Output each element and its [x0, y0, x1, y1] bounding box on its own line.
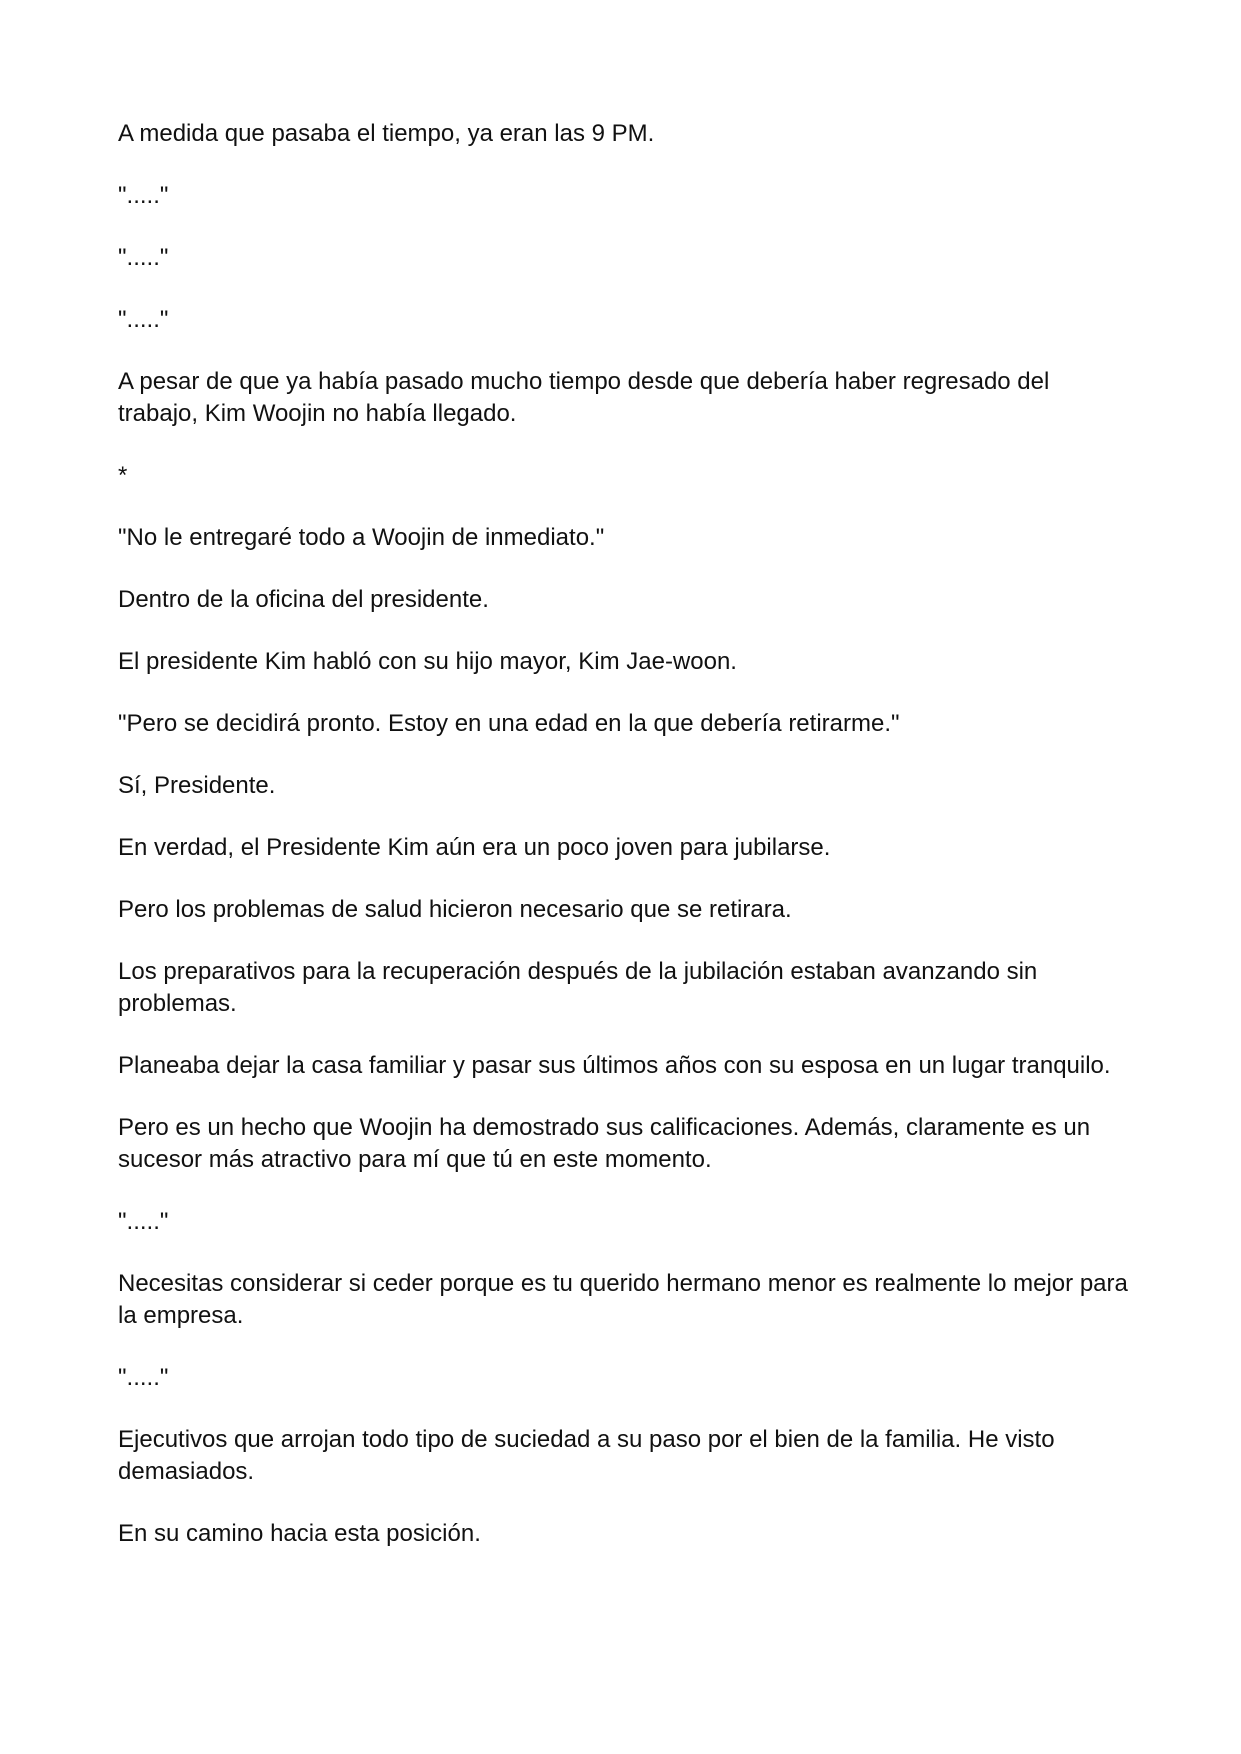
paragraph-15: Planeaba dejar la casa familiar y pasar sus últimos años con su esposa en un lugar tranquilo.: [118, 1052, 1111, 1079]
paragraph-21: En su camino hacia esta posición.: [118, 1520, 481, 1547]
paragraph-7: "No le entregaré todo a Woojin de inmediato.": [118, 524, 605, 551]
paragraph-19: ".....": [118, 1364, 169, 1391]
paragraph-14: Los preparativos para la recuperación después de la jubilación estaban avanzando sin problemas.: [118, 958, 1038, 1017]
paragraph-8: Dentro de la oficina del presidente.: [118, 586, 489, 613]
paragraph-6: *: [118, 462, 128, 489]
paragraph-1: A medida que pasaba el tiempo, ya eran las 9 PM.: [118, 120, 655, 147]
paragraph-12: En verdad, el Presidente Kim aún era un poco joven para jubilarse.: [118, 834, 831, 861]
paragraph-16: Pero es un hecho que Woojin ha demostrado sus calificaciones. Además, claramente es un sucesor más atractivo para mí que tú en este momento.: [118, 1114, 1091, 1173]
paragraph-17: ".....": [118, 1208, 169, 1235]
paragraph-10: "Pero se decidirá pronto. Estoy en una edad en la que debería retirarme.": [118, 710, 900, 737]
paragraph-9: El presidente Kim habló con su hijo mayor, Kim Jae-woon.: [118, 648, 737, 675]
paragraph-11: Sí, Presidente.: [118, 772, 276, 799]
paragraph-18: Necesitas considerar si ceder porque es tu querido hermano menor es realmente lo mejor para la empresa.: [118, 1270, 1128, 1329]
paragraph-20: Ejecutivos que arrojan todo tipo de suciedad a su paso por el bien de la familia. He visto demasiados.: [118, 1426, 1055, 1485]
document-body: [118, 118, 1128, 1580]
paragraph-4: ".....": [118, 306, 169, 333]
paragraph-2: ".....": [118, 182, 169, 209]
paragraph-13: Pero los problemas de salud hicieron necesario que se retirara.: [118, 896, 792, 923]
paragraph-3: ".....": [118, 244, 169, 271]
paragraph-5: A pesar de que ya había pasado mucho tiempo desde que debería haber regresado del trabajo, Kim Woojin no había llegado.: [118, 368, 1050, 427]
